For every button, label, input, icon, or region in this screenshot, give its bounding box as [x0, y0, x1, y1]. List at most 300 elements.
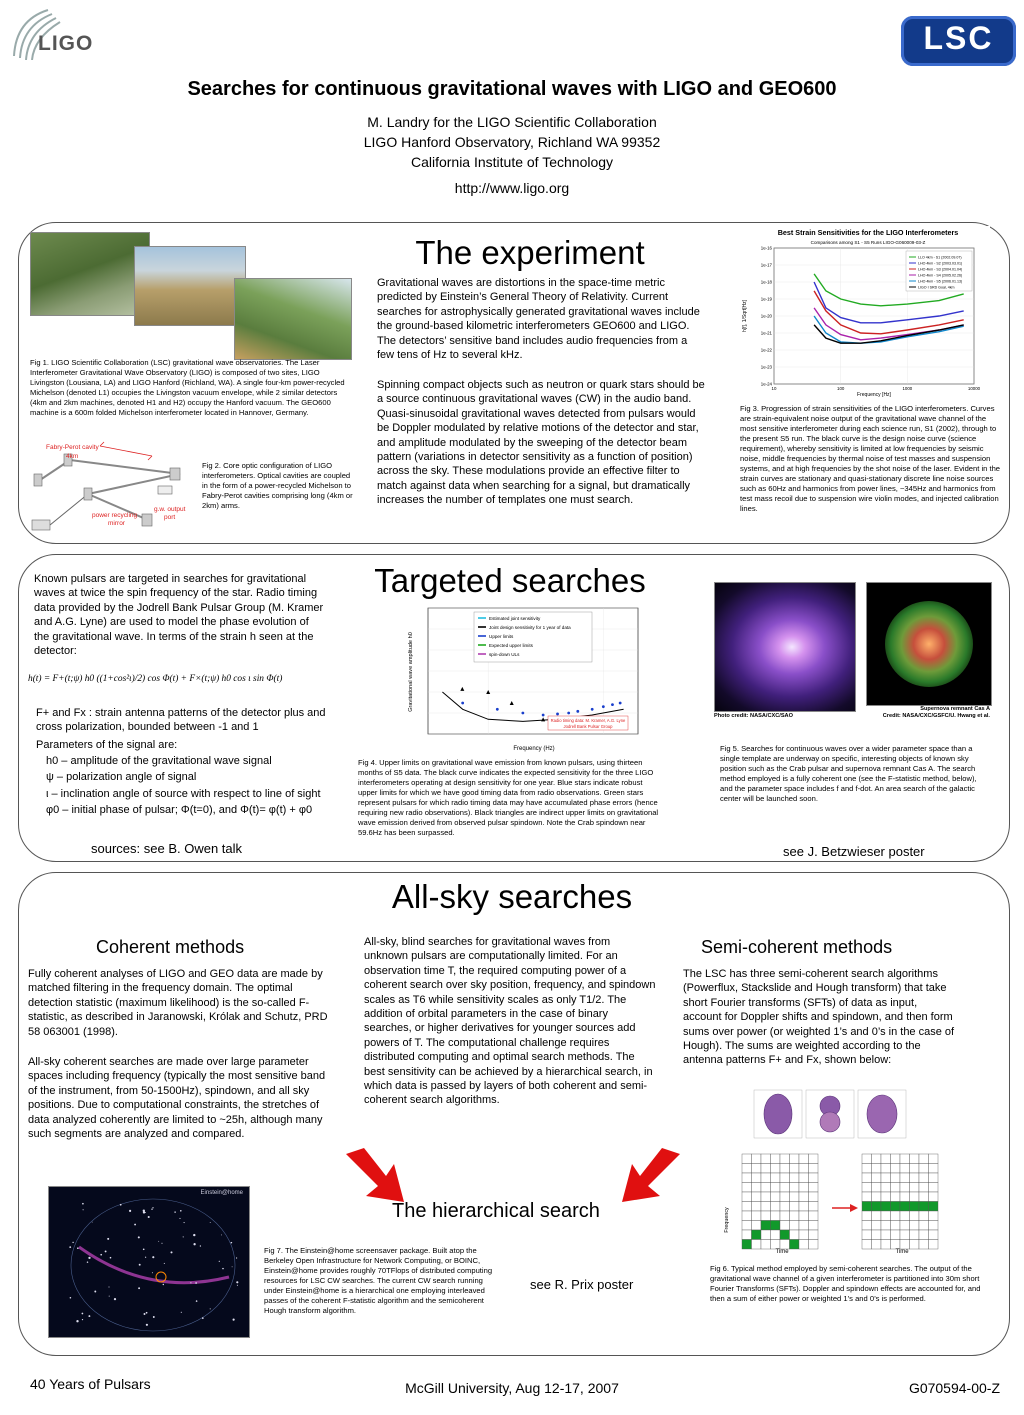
grid-cell	[780, 1202, 790, 1212]
grid-cell	[799, 1240, 809, 1250]
fig3-caption: Fig 3. Progression of strain sensitivities of the LIGO interferometers. Curves are strain-equivalent noise output of the gravitational wave channel of the most sensitive interferometer during each science run, S1 (2002), through to the present S5 run. The black curve is the design noise curve (science requirement), whereby sensitivity is limited at low frequencies by seismic noise, middle frequencies by thermal noise of test masses and suspension systems, and at high frequencies by the shot noise of the laser. Evident in the strain curves are stationary and quasi-stationary discrete line noise sources such as 60Hz and harmonics from power lines, ~345Hz and harmonics from test mass recoil due to suspension wire violin modes, and injected calibration lines.	[740, 404, 1001, 513]
grid-cell	[910, 1240, 920, 1250]
fig4-legend-entry: Estimated joint sensitivity	[489, 616, 541, 621]
allsky-center-text: All-sky, blind searches for gravitational waves from unknown pulsars are computationally limited. For an observation time T, the required computing power of a coherent search over sky position, frequency, and spindown scales as T6 while sensitivity scales as only T1/2. The addition of orbital parameters in the case of binary searches, or higher derivatives for younger sources add powers of T. The computational challenge requires distributed computing and optimal search methods. The best sensitivity can be achieved by a hierarchical search, in which data is passed by layers of both coherent and semi-coherent search algorithms.	[364, 936, 656, 1107]
semicoherent-title: Semi-coherent methods	[701, 937, 893, 957]
crab-photo-credit: Photo credit: NASA/CXC/SAO	[714, 713, 793, 719]
left-red-arrow-icon	[342, 1146, 412, 1206]
star-dot	[236, 1257, 237, 1258]
grid-cell	[910, 1183, 920, 1193]
star-dot	[138, 1287, 140, 1289]
grid-cell	[752, 1164, 762, 1174]
fig3-legend-entry: LIGO I SRD Goal, 4km	[918, 285, 955, 290]
grid-cell	[900, 1240, 910, 1250]
grid-cell	[809, 1154, 819, 1164]
grid-cell	[752, 1173, 762, 1183]
grid-cell	[809, 1164, 819, 1174]
grid-cell	[910, 1221, 920, 1231]
grid-cell	[872, 1221, 882, 1231]
grid-cell	[799, 1202, 809, 1212]
grid-cell	[881, 1164, 891, 1174]
einstein-at-home-brand: Einstein@home	[200, 1190, 243, 1196]
star-dot	[148, 1216, 150, 1218]
grid-cell	[761, 1173, 771, 1183]
grid-cell	[761, 1164, 771, 1174]
fig4-legend-entry: Upper limits	[489, 634, 514, 639]
grid-cell	[929, 1202, 939, 1212]
star-dot	[134, 1224, 136, 1226]
antenna-patterns-figure	[750, 1086, 910, 1142]
param-phi0: φ0 – initial phase of pulsar; Φ(t=0), and Φ(t)= φ(t) + φ0	[46, 804, 313, 817]
grid-cell	[799, 1164, 809, 1174]
fig2-label-output-2: port	[164, 514, 176, 521]
grid-cell	[910, 1173, 920, 1183]
targeted-heading: Targeted searches	[374, 562, 646, 599]
fig3-ytick-label: 1e-22	[760, 347, 772, 353]
grid-cell	[752, 1192, 762, 1202]
star-dot	[151, 1209, 152, 1210]
grid-cell	[919, 1164, 929, 1174]
grid-cell	[900, 1164, 910, 1174]
param-iota: ι – inclination angle of source with respect to line of sight	[46, 787, 321, 800]
grid-cell	[799, 1221, 809, 1231]
star-dot	[120, 1204, 122, 1206]
fig3-ylabel: h[f], 1/Sqrt[Hz]	[742, 300, 748, 332]
grid-cell	[891, 1211, 901, 1221]
grid-cell	[742, 1240, 752, 1250]
grid-cell	[761, 1230, 771, 1240]
grid-cell	[891, 1154, 901, 1164]
grid-cell	[790, 1202, 800, 1212]
grid-cell	[862, 1173, 872, 1183]
semicoherent-text: The LSC has three semi-coherent search algorithms (Powerflux, Stackslide and Hough transform) that take short Fourier transforms (SFTs) of data as input, account for Doppler shifts and spindown, and then form sums over power (or weighted 1’s and 0’s in the case of Hough). The sums are weighted according to the antenna patterns F+ and Fx, shown below:	[683, 968, 955, 1067]
star-dot	[161, 1243, 162, 1244]
ligo-logo-text: LIGO	[38, 32, 94, 55]
grid-cell	[799, 1183, 809, 1193]
star-dot	[196, 1300, 198, 1302]
grid-cell	[862, 1192, 872, 1202]
fig4-chart	[404, 604, 644, 754]
allsky-heading: All-sky searches	[391, 878, 633, 915]
grid-cell	[919, 1183, 929, 1193]
footer-document-id: G070594-00-Z	[908, 1380, 1000, 1396]
star-dot	[183, 1236, 184, 1237]
grid-cell	[771, 1202, 781, 1212]
star-dot	[145, 1257, 146, 1258]
star-dot	[72, 1242, 73, 1243]
grid-cell	[761, 1183, 771, 1193]
fig4-credit-2: Jodrell Bank Pulsar Group	[563, 724, 613, 729]
fig4-ylabel: Gravitational wave amplitude h0	[408, 632, 414, 712]
grid-cell	[910, 1164, 920, 1174]
star-dot	[77, 1247, 79, 1249]
right-red-arrow-icon	[614, 1146, 684, 1206]
grid-cell	[809, 1221, 819, 1231]
grid-cell	[919, 1211, 929, 1221]
fig4-upper-limit-point	[611, 703, 614, 706]
grid-cell	[790, 1154, 800, 1164]
star-dot	[76, 1320, 78, 1322]
fig3-ytick-label: 1e-17	[760, 262, 772, 268]
affiliation-2: California Institute of Technology	[410, 154, 614, 170]
grid-cell	[900, 1183, 910, 1193]
star-dot	[69, 1246, 71, 1248]
grid-cell	[742, 1202, 752, 1212]
star-dot	[87, 1261, 88, 1262]
star-dot	[221, 1234, 222, 1235]
grid-cell	[799, 1154, 809, 1164]
fig3-ytick-label: 1e-21	[760, 330, 772, 336]
star-dot	[144, 1313, 146, 1315]
star-dot	[108, 1286, 109, 1287]
star-dot	[83, 1209, 84, 1210]
experiment-paragraph-1: Gravitational waves are distortions in the space-time metric predicted by Einstein’s General Theory of Relativity. Current searches for astrophysically generated gravitational waves include the ground-based kilometric interferometers GEO600 and LIGO. The detectors’ sensitive band includes audio frequencies from a few tens of Hz to several kHz.	[377, 277, 700, 362]
experiment-heading: The experiment	[415, 234, 645, 271]
star-dot	[180, 1210, 182, 1212]
grid-cell	[780, 1240, 790, 1250]
fig3-ytick-label: 1e-23	[760, 364, 772, 370]
fig4-upper-limit-point	[521, 712, 524, 715]
poster-title: Searches for continuous gravitational waves with LIGO and GEO600	[187, 78, 837, 100]
fig6-xlabel-2: Time	[895, 1249, 909, 1254]
grid-cell	[742, 1192, 752, 1202]
grid-arrow-icon	[850, 1204, 858, 1212]
grid-cell	[761, 1154, 771, 1164]
grid-cell	[910, 1202, 920, 1212]
grid-cell	[790, 1183, 800, 1193]
grid-cell	[881, 1221, 891, 1231]
fig3-subtitle: Comparisons among S1 - S5 Runs LIGO-G060009-03-Z	[810, 240, 926, 245]
grid-cell	[790, 1192, 800, 1202]
star-dot	[210, 1308, 211, 1309]
fig6-caption: Fig 6. Typical method employed by semi-coherent searches. The output of the gravitational wave channel of a given interferometer is partitioned into 30m short Fourier Transforms (SFTs). Doppler and spindown effects are accounted for, and then a sum of either power or weighted 1’s and 0’s is performed.	[710, 1264, 981, 1303]
grid-cell	[891, 1202, 901, 1212]
fig1-caption: Fig 1. LIGO Scientific Collaboration (LSC) gravitational wave observatories. The Laser Interferometer Gravitational Wave Observatory (LIGO) is composed of two sites, LIGO Livingston (Lousiana, LA) and LIGO Hanford (Richland, WA). A single four-km power-recycled Michelson (denoted L1) occupies the Livingston vacuum envelope, while 2 similar detectors (4km and 2km machines, denoted H1 and H2) occupy the Hanford vacuum. The GEO600 machine is a 600m folded Michelson interferometer located in Hannover, Germany.	[30, 358, 345, 417]
grid-cell	[872, 1230, 882, 1240]
observatory-photo-geo600	[234, 278, 352, 360]
grid-cell	[910, 1192, 920, 1202]
grid-cell	[881, 1183, 891, 1193]
star-dot	[193, 1234, 195, 1236]
star-dot	[138, 1236, 140, 1238]
star-dot	[105, 1250, 107, 1252]
star-dot	[70, 1297, 72, 1299]
grid-cell	[742, 1183, 752, 1193]
grid-cell	[891, 1173, 901, 1183]
star-dot	[237, 1285, 238, 1286]
fig3-chart	[738, 226, 990, 398]
grid-cell	[919, 1154, 929, 1164]
fig2-label-prm-2: mirror	[108, 520, 125, 527]
grid-cell	[809, 1192, 819, 1202]
grid-cell	[771, 1183, 781, 1193]
grid-cell	[881, 1154, 891, 1164]
antenna-pattern-text: F+ and Fx : strain antenna patterns of the detector plus and cross polarization, bounded between -1 and 1	[36, 707, 326, 734]
fig2-label-prm-1: power recycling	[92, 512, 138, 519]
fig4-caption: Fig 4. Upper limits on gravitational wave emission from known pulsars, using thirteen months of S5 data. The black curve indicates the expected sensitivity for the three LIGO interferometers operating at design sensitivity for one year. Blue stars indicate robust upper limits for which we have good timing data from radio observations. Green stars represent pulsars for which radio timing data may have accumulated phase errors (hence requiring new radio observations). Black triangles are indirect upper limits on gravitational wave emission derived from observed pulsar spindown. Note the Crab spindown near 59.6Hz has been surpassed.	[358, 758, 659, 837]
grid-cell	[919, 1230, 929, 1240]
fig2-label-cavity: Fabry-Perot cavity	[46, 444, 99, 451]
grid-cell	[809, 1173, 819, 1183]
fig7-caption: Fig 7. The Einstein@home screensaver package. Built atop the Berkeley Open Infrastructure for Network Computing, or BOINC, Einstein@home provides roughly 70TFlops of distributed computing resources for LSC CW searches. The current CW search running under Einstein@home is a hierarchical one employing interleaved passes of the coherent F-statistic algorithm and the semicoherent Hough transform algorithm.	[264, 1246, 493, 1315]
cas-a-photo	[866, 582, 992, 706]
star-dot	[193, 1243, 195, 1245]
star-dot	[152, 1272, 153, 1273]
star-dot	[233, 1319, 235, 1321]
grid-cell	[809, 1240, 819, 1250]
grid-cell	[809, 1202, 819, 1212]
grid-cell	[872, 1154, 882, 1164]
fcross-pattern-icon	[820, 1112, 840, 1132]
grid-cell	[761, 1202, 771, 1212]
grid-cell	[771, 1240, 781, 1250]
star-dot	[88, 1257, 90, 1259]
coherent-paragraph-1: Fully coherent analyses of LIGO and GEO data are made by matched filtering in the frequency domain. The optimal detection statistic (maximum likelihood) is the so-called F-statistic, as described in Jaranowski, Królak and Schutz, PRD 58 063001 (1998).	[28, 968, 328, 1038]
grid-cell	[900, 1154, 910, 1164]
grid-cell	[900, 1202, 910, 1212]
star-dot	[82, 1313, 84, 1315]
fig3-xtick-label: 10	[771, 386, 777, 391]
grid-cell	[891, 1183, 901, 1193]
fig3-legend-entry: LHO 4km - S4 (2005.02.26)	[918, 273, 963, 278]
author-line: M. Landry for the LIGO Scientific Collaboration	[367, 114, 657, 130]
fig6-hough-grid	[702, 1150, 962, 1254]
star-dot	[231, 1242, 233, 1244]
grid-cell	[862, 1154, 872, 1164]
grid-cell	[862, 1202, 872, 1212]
grid-cell	[900, 1221, 910, 1231]
star-dot	[114, 1298, 116, 1300]
fig4-legend-entry: spin-down ULs	[489, 652, 520, 657]
grid-cell	[881, 1211, 891, 1221]
fig3-legend-entry: LLO 4km - S1 (2002.09.07)	[918, 255, 962, 260]
grid-cell	[891, 1192, 901, 1202]
grid-cell	[862, 1211, 872, 1221]
grid-cell	[752, 1183, 762, 1193]
grid-cell	[761, 1221, 771, 1231]
fig6-xlabel-1: Time	[775, 1249, 789, 1254]
params-title: Parameters of the signal are:	[36, 739, 178, 751]
grid-cell	[780, 1164, 790, 1174]
star-dot	[152, 1256, 154, 1258]
star-dot	[143, 1248, 145, 1250]
grid-cell	[929, 1183, 939, 1193]
grid-cell	[872, 1173, 882, 1183]
grid-cell	[862, 1183, 872, 1193]
fig5-caption: Fig 5. Searches for continuous waves over a wider parameter space than a single template are underway on specific, interesting objects of known sky position such as the Crab pulsar and supernova remnant Cas A. The search method employed is a fully coherent one (see the F-statistic method, below), and the parameter space includes f and f-dot. An area search of the galactic center will be launched soon.	[720, 744, 977, 803]
grid-cell	[872, 1192, 882, 1202]
grid-cell	[872, 1164, 882, 1174]
grid-cell	[752, 1154, 762, 1164]
grid-cell	[752, 1202, 762, 1212]
grid-cell	[900, 1192, 910, 1202]
grid-cell	[910, 1230, 920, 1240]
grid-cell	[809, 1211, 819, 1221]
grid-cell	[809, 1183, 819, 1193]
star-dot	[94, 1291, 96, 1293]
star-dot	[139, 1264, 141, 1266]
fig4-upper-limit-point	[567, 712, 570, 715]
grid-cell	[780, 1211, 790, 1221]
grid-cell	[929, 1173, 939, 1183]
fig3-xtick-label: 1000	[902, 386, 913, 391]
grid-cell	[891, 1221, 901, 1231]
grid-cell	[761, 1192, 771, 1202]
grid-cell	[742, 1154, 752, 1164]
star-dot	[170, 1251, 172, 1253]
fig4-legend-entry: Joint design sensitivity for 1 year of data	[489, 625, 571, 630]
star-dot	[109, 1296, 110, 1297]
owen-talk-ref: sources: see B. Owen talk	[91, 841, 243, 856]
grid-cell	[891, 1164, 901, 1174]
grid-cell	[742, 1164, 752, 1174]
fig3-xtick-label: 100	[837, 386, 845, 391]
grid-cell	[919, 1240, 929, 1250]
grid-cell	[799, 1230, 809, 1240]
fig4-upper-limit-point	[576, 710, 579, 713]
grid-cell	[929, 1240, 939, 1250]
prix-poster-ref: see R. Prix poster	[530, 1277, 634, 1292]
star-dot	[158, 1241, 159, 1242]
strain-equation	[28, 662, 358, 702]
star-dot	[222, 1268, 223, 1269]
grid-cell	[780, 1154, 790, 1164]
grid-cell	[862, 1230, 872, 1240]
star-dot	[82, 1203, 84, 1205]
star-dot	[100, 1254, 102, 1256]
grid-cell	[780, 1230, 790, 1240]
lsc-logo	[901, 16, 1016, 66]
star-dot	[174, 1211, 175, 1212]
grid-cell	[919, 1202, 929, 1212]
grid-cell	[790, 1211, 800, 1221]
star-dot	[110, 1257, 112, 1259]
grid-cell	[919, 1221, 929, 1231]
fig4-upper-limit-point	[461, 702, 464, 705]
grid-cell	[929, 1221, 939, 1231]
experiment-paragraph-2: Spinning compact objects such as neutron or quark stars should be a source continuous gravitational waves (CW) in the audio band. Quasi-sinusoidal gravitational waves detected from pulsars would be Doppler modulated by relative motions of the detector and star, and amplitude modulated by the sweeping of the detector beam pattern (variations in detector sensitivity as a function of position) across the sky. These modulations provide an effective filter to match against data when searching for a signal, but dramatically increases the number of templates one must search.	[377, 379, 705, 507]
grid-cell	[799, 1192, 809, 1202]
grid-cell	[919, 1192, 929, 1202]
grid-cell	[771, 1221, 781, 1231]
fig3-title: Best Strain Sensitivities for the LIGO Interferometers	[777, 228, 959, 237]
star-dot	[202, 1317, 204, 1319]
star-dot	[164, 1263, 165, 1264]
targeted-intro: Known pulsars are targeted in searches for gravitational waves at twice the spin frequency of the star. Radio timing data provided by the Jodrell Bank Pulsar Group (M. Kramer and A.G. Lyne) are used to model the phase evolution of the gravitational wave. In terms of the strain h seen at the detector:	[34, 573, 324, 658]
grid-cell	[881, 1230, 891, 1240]
grid-cell	[881, 1240, 891, 1250]
fig3-ytick-label: 1e-24	[760, 381, 772, 387]
star-dot	[200, 1245, 201, 1246]
grid-cell	[881, 1173, 891, 1183]
param-psi: ψ – polarization angle of signal	[46, 771, 197, 784]
ligo-logo	[8, 6, 108, 60]
star-dot	[82, 1319, 83, 1320]
coherent-paragraph-2: All-sky coherent searches are made over large parameter spaces including frequency (typically the most sensitive band of the instrument, from 50-1500Hz), spindown, and all sky positions. Due to computational constraints, the stretches of data analyzed coherently are limited to ~25h, although many such segments are analyzed and compared.	[28, 1056, 326, 1141]
star-dot	[88, 1315, 90, 1317]
fig4-upper-limit-point	[619, 702, 622, 705]
grid-cell	[929, 1164, 939, 1174]
crab-pulsar-photo	[714, 582, 856, 712]
grid-cell	[929, 1211, 939, 1221]
fig2-optic-diagram	[30, 440, 200, 538]
grid-cell	[771, 1211, 781, 1221]
grid-cell	[910, 1211, 920, 1221]
fig3-ytick-label: 1e-18	[760, 279, 772, 285]
fig4-upper-limit-point	[556, 713, 559, 716]
fig3-legend-entry: LHO 4km - S3 (2004.01.04)	[918, 267, 963, 272]
grid-cell	[872, 1202, 882, 1212]
star-dot	[195, 1282, 197, 1284]
grid-cell	[771, 1154, 781, 1164]
grid-cell	[900, 1230, 910, 1240]
fig3-xlabel: Frequency [Hz]	[857, 392, 891, 398]
fig3-ytick-label: 1e-20	[760, 313, 772, 319]
grid-cell	[771, 1230, 781, 1240]
grid-cell	[881, 1192, 891, 1202]
footer-conference: 40 Years of Pulsars	[30, 1376, 151, 1392]
star-dot	[179, 1218, 180, 1219]
grid-cell	[790, 1221, 800, 1231]
fig3-xtick-label: 10000	[967, 386, 981, 391]
affiliation-1: LIGO Hanford Observatory, Richland WA 99352	[363, 134, 661, 150]
fig2-label-output-1: g.w. output	[154, 506, 186, 513]
star-dot	[219, 1261, 220, 1262]
grid-cell	[752, 1230, 762, 1240]
star-dot	[163, 1284, 164, 1285]
star-dot	[190, 1282, 191, 1283]
star-dot	[181, 1312, 182, 1313]
star-dot	[146, 1324, 148, 1326]
param-list	[46, 754, 366, 820]
betzwieser-poster-ref: see J. Betzwieser poster	[783, 844, 925, 859]
grid-cell	[752, 1221, 762, 1231]
fig4-upper-limit-point	[591, 708, 594, 711]
grid-cell	[790, 1240, 800, 1250]
grid-cell	[780, 1221, 790, 1231]
casa-photo-credit-2: Credit: NASA/CXC/GSFC/U. Hwang et al.	[882, 713, 990, 719]
star-dot	[236, 1281, 238, 1283]
website-link[interactable]: http://www.ligo.org	[454, 180, 570, 196]
grid-cell	[799, 1211, 809, 1221]
grid-cell	[742, 1221, 752, 1231]
star-dot	[107, 1238, 109, 1240]
fig3-ytick-label: 1e-16	[760, 245, 772, 251]
star-dot	[152, 1207, 153, 1208]
fig3-legend-entry: LHO 4km - S5 (2006.01.13)	[918, 279, 963, 284]
fplus-pattern-icon	[764, 1094, 792, 1134]
fig2-label-cavity-length: 4km	[66, 453, 79, 460]
fig4-upper-limit-point	[602, 705, 605, 708]
star-dot	[232, 1266, 233, 1267]
grid-cell	[742, 1230, 752, 1240]
coherent-title: Coherent methods	[96, 937, 245, 957]
grid-cell	[771, 1164, 781, 1174]
param-h0: h0 – amplitude of the gravitational wave signal	[46, 755, 272, 767]
fig2-caption: Fig 2. Core optic configuration of LIGO interferometers. Optical cavities are coupled in the form of a power-recycled Michelson to Fabry-Perot cavities comprising long (4km or 2km) arms.	[202, 461, 353, 510]
lsc-logo-text: LSC	[923, 20, 994, 56]
strain-equation-text: h(t) = F+(t;ψ) h0 ((1+cos²ι)/2) cos Φ(t) + F×(t;ψ) h0 cos ι sin Φ(t)	[28, 674, 283, 684]
grid-cell	[780, 1173, 790, 1183]
grid-cell	[809, 1230, 819, 1240]
footer-venue: McGill University, Aug 12-17, 2007	[405, 1380, 619, 1396]
grid-cell	[780, 1183, 790, 1193]
grid-cell	[752, 1211, 762, 1221]
grid-cell	[929, 1192, 939, 1202]
grid-cell	[799, 1173, 809, 1183]
grid-cell	[910, 1154, 920, 1164]
fig4-credit-1: Radio timing data: M. Kramer, A.G. Lyne	[550, 718, 626, 723]
